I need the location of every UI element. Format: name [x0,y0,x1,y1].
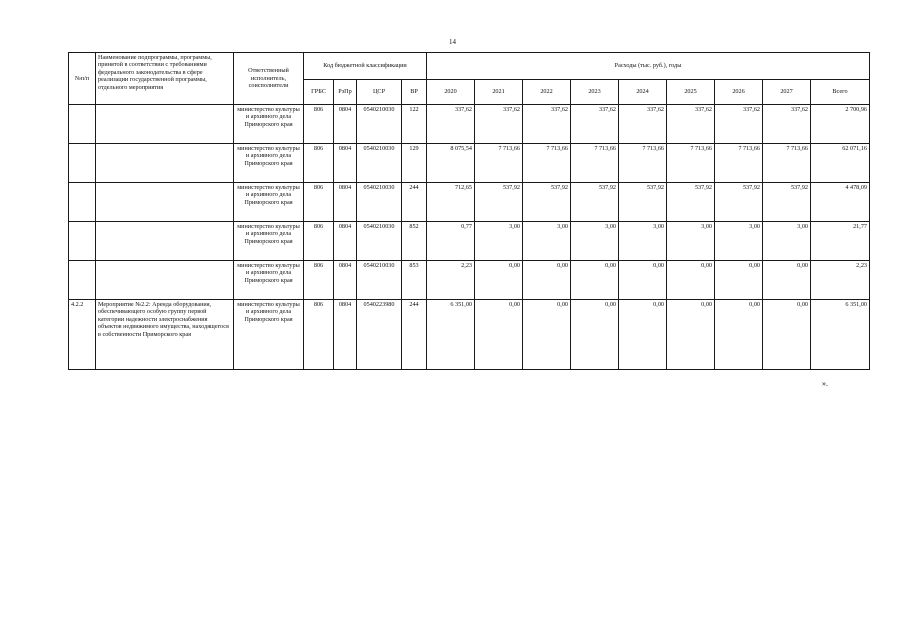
cell-vr: 129 [402,144,427,183]
cell-2026: 0,00 [715,261,763,300]
header-year-2020: 2020 [427,80,475,105]
table-row [69,261,870,300]
cell-name [96,222,234,261]
cell-responsible: министерство культуры и архивного дела Приморского края [234,222,304,261]
cell-rzpr: 0804 [334,183,357,222]
cell-name [96,105,234,144]
cell-num: 4.2.2 [69,300,96,370]
cell-total: 21,77 [811,222,870,261]
cell-2020: 337,62 [427,105,475,144]
cell-responsible: министерство культуры и архивного дела Приморского края [234,300,304,370]
cell-2021: 3,00 [475,222,523,261]
cell-csr: 0540210030 [357,222,402,261]
table-row [69,300,870,370]
header-vr: ВР [402,80,427,105]
cell-num [69,261,96,300]
cell-rzpr: 0804 [334,144,357,183]
header-budget-code: Код бюджетной классификации [304,53,427,80]
cell-rzpr: 0804 [334,222,357,261]
cell-2021: 537,92 [475,183,523,222]
cell-2021: 0,00 [475,261,523,300]
cell-2020: 0,77 [427,222,475,261]
cell-2022: 7 713,66 [523,144,571,183]
cell-2025: 0,00 [667,300,715,370]
cell-2026: 337,62 [715,105,763,144]
table-row [69,105,870,144]
cell-num [69,105,96,144]
header-num: №п/п [69,53,96,105]
cell-grbs: 806 [304,183,334,222]
cell-2023: 3,00 [571,222,619,261]
cell-2021: 337,62 [475,105,523,144]
cell-2020: 2,23 [427,261,475,300]
header-row-main [69,53,870,80]
cell-2024: 3,00 [619,222,667,261]
cell-grbs: 806 [304,300,334,370]
cell-total: 2 700,96 [811,105,870,144]
cell-grbs: 806 [304,105,334,144]
cell-grbs: 806 [304,144,334,183]
cell-2023: 0,00 [571,261,619,300]
header-csr: ЦСР [357,80,402,105]
cell-csr: 0540210030 [357,105,402,144]
cell-csr: 0540223980 [357,300,402,370]
budget-table [68,52,870,370]
cell-2027: 0,00 [763,300,811,370]
cell-2026: 7 713,66 [715,144,763,183]
cell-2023: 7 713,66 [571,144,619,183]
page-number: 14 [449,38,456,46]
header-total: Всего [811,80,870,105]
cell-2024: 337,62 [619,105,667,144]
cell-2027: 537,92 [763,183,811,222]
cell-2024: 0,00 [619,261,667,300]
header-year-2024: 2024 [619,80,667,105]
cell-2023: 337,62 [571,105,619,144]
cell-2022: 0,00 [523,261,571,300]
header-grbs: ГРБС [304,80,334,105]
cell-total: 6 351,00 [811,300,870,370]
cell-responsible: министерство культуры и архивного дела Приморского края [234,144,304,183]
cell-2027: 0,00 [763,261,811,300]
cell-vr: 122 [402,105,427,144]
cell-total: 2,23 [811,261,870,300]
cell-2027: 7 713,66 [763,144,811,183]
header-expenses: Расходы (тыс. руб.), годы [427,53,870,80]
cell-2023: 0,00 [571,300,619,370]
cell-grbs: 806 [304,261,334,300]
header-year-2022: 2022 [523,80,571,105]
cell-name: Мероприятие №2.2: Аренда оборудования, обеспечивающего особую группу первой категории надежности электроснабжения объектов недвижимого имущества, находящегося в собственности Приморского края [96,300,234,370]
cell-2023: 537,92 [571,183,619,222]
cell-2027: 337,62 [763,105,811,144]
cell-2026: 3,00 [715,222,763,261]
cell-2024: 537,92 [619,183,667,222]
cell-name [96,144,234,183]
cell-2022: 337,62 [523,105,571,144]
cell-vr: 853 [402,261,427,300]
cell-responsible: министерство культуры и архивного дела Приморского края [234,261,304,300]
cell-2022: 537,92 [523,183,571,222]
cell-vr: 244 [402,183,427,222]
cell-2024: 0,00 [619,300,667,370]
cell-2020: 712,65 [427,183,475,222]
cell-2022: 0,00 [523,300,571,370]
table-row [69,183,870,222]
cell-2020: 8 075,54 [427,144,475,183]
cell-2020: 6 351,00 [427,300,475,370]
cell-vr: 852 [402,222,427,261]
cell-num [69,222,96,261]
cell-2024: 7 713,66 [619,144,667,183]
cell-vr: 244 [402,300,427,370]
cell-csr: 0540210030 [357,144,402,183]
cell-grbs: 806 [304,222,334,261]
cell-num [69,183,96,222]
cell-2025: 337,62 [667,105,715,144]
header-rzpr: РзПр [334,80,357,105]
cell-csr: 0540210030 [357,261,402,300]
closing-quote-mark: ». [822,379,828,388]
table-row [69,144,870,183]
cell-2025: 3,00 [667,222,715,261]
cell-2021: 7 713,66 [475,144,523,183]
cell-rzpr: 0804 [334,261,357,300]
header-responsible: Ответственный исполнитель, соисполнители [234,53,304,105]
cell-2025: 0,00 [667,261,715,300]
cell-num [69,144,96,183]
cell-csr: 0540210030 [357,183,402,222]
cell-responsible: министерство культуры и архивного дела Приморского края [234,105,304,144]
cell-name [96,183,234,222]
cell-2026: 0,00 [715,300,763,370]
header-year-2026: 2026 [715,80,763,105]
table-row [69,222,870,261]
cell-2027: 3,00 [763,222,811,261]
cell-2025: 7 713,66 [667,144,715,183]
cell-responsible: министерство культуры и архивного дела Приморского края [234,183,304,222]
header-name: Наименование подпрограммы, программы, принятой в соответствии с требованиями федерального законодательства в сфере реализации государственной программы, отдельного мероприятия [96,53,234,105]
cell-rzpr: 0804 [334,300,357,370]
cell-rzpr: 0804 [334,105,357,144]
cell-total: 62 071,16 [811,144,870,183]
header-year-2027: 2027 [763,80,811,105]
cell-2026: 537,92 [715,183,763,222]
cell-total: 4 478,09 [811,183,870,222]
cell-2022: 3,00 [523,222,571,261]
cell-name [96,261,234,300]
cell-2021: 0,00 [475,300,523,370]
header-year-2021: 2021 [475,80,523,105]
header-year-2025: 2025 [667,80,715,105]
header-year-2023: 2023 [571,80,619,105]
cell-2025: 537,92 [667,183,715,222]
